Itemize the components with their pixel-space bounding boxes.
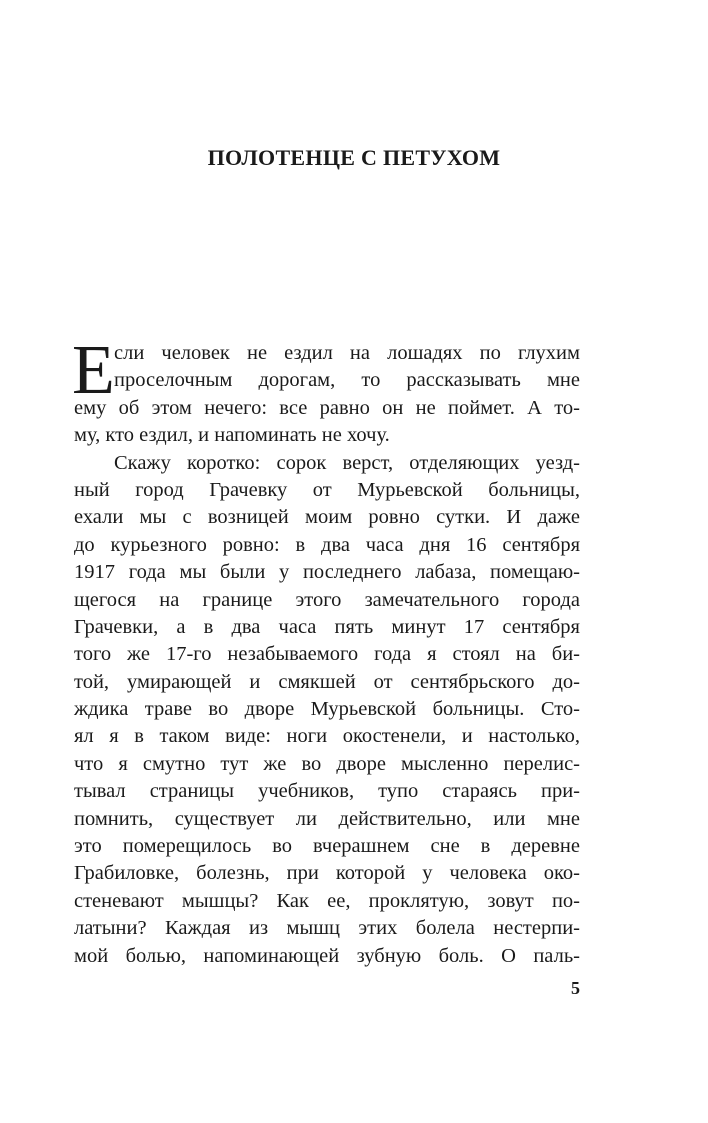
body-text	[72, 332, 580, 970]
page-number: 5	[571, 978, 580, 998]
paragraph-1	[72, 332, 580, 450]
text-line: помнить, существует ли действительно, или мне	[74, 807, 580, 830]
text-line: до курьезного ровно: в два часа дня 16 сентября	[74, 533, 580, 556]
paragraph-2	[74, 450, 580, 970]
text-line: Грачевки, а в два часа пять минут 17 сентября	[74, 615, 580, 638]
text-line: му, кто ездил, и напоминать не хочу.	[74, 424, 390, 447]
text-line: это померещилось во вчерашнем сне в деревне	[74, 835, 580, 858]
text-line: сли человек не ездил на лошадях по глухим	[114, 342, 580, 364]
text-line: тывал страницы учебников, тупо стараясь при-	[74, 780, 580, 803]
text-line: ял я в таком виде: ноги окостенели, и настолько,	[74, 725, 580, 748]
text-line: Грабиловке, болезнь, при которой у человека око-	[74, 862, 580, 885]
chapter-title: ПОЛОТЕНЦЕ С ПЕТУХОМ	[207, 145, 501, 170]
text-line: что я смутно тут же во дворе мысленно перелис-	[74, 752, 580, 775]
text-line: ему об этом нечего: все равно он не поймет. А то-	[74, 396, 580, 419]
text-line: той, умирающей и смякшей от сентябрьского до-	[74, 670, 580, 693]
text-line: ехали мы с возницей моим ровно сутки. И даже	[74, 506, 580, 529]
drop-cap: Е	[72, 332, 115, 409]
text-line: ждика траве во дворе Мурьевской больницы. Сто-	[74, 698, 580, 721]
text-line: того же 17-го незабываемого года я стоял на би-	[74, 643, 580, 666]
text-line: стеневают мышцы? Как ее, проклятую, зовут по-	[74, 889, 580, 912]
text-line: проселочным дорогам, то рассказывать мне	[114, 369, 580, 392]
text-line: 1917 года мы были у последнего лабаза, помещаю-	[74, 561, 580, 584]
text-line: щегося на границе этого замечательного города	[74, 588, 580, 611]
text-line: ный город Грачевку от Мурьевской больницы,	[74, 478, 580, 501]
text-line: Скажу коротко: сорок верст, отделяющих уезд-	[114, 451, 580, 474]
text-line: латыни? Каждая из мышц этих болела нестерпи-	[74, 917, 580, 940]
text-line: мой болью, напоминающей зубную боль. О паль-	[74, 944, 580, 967]
